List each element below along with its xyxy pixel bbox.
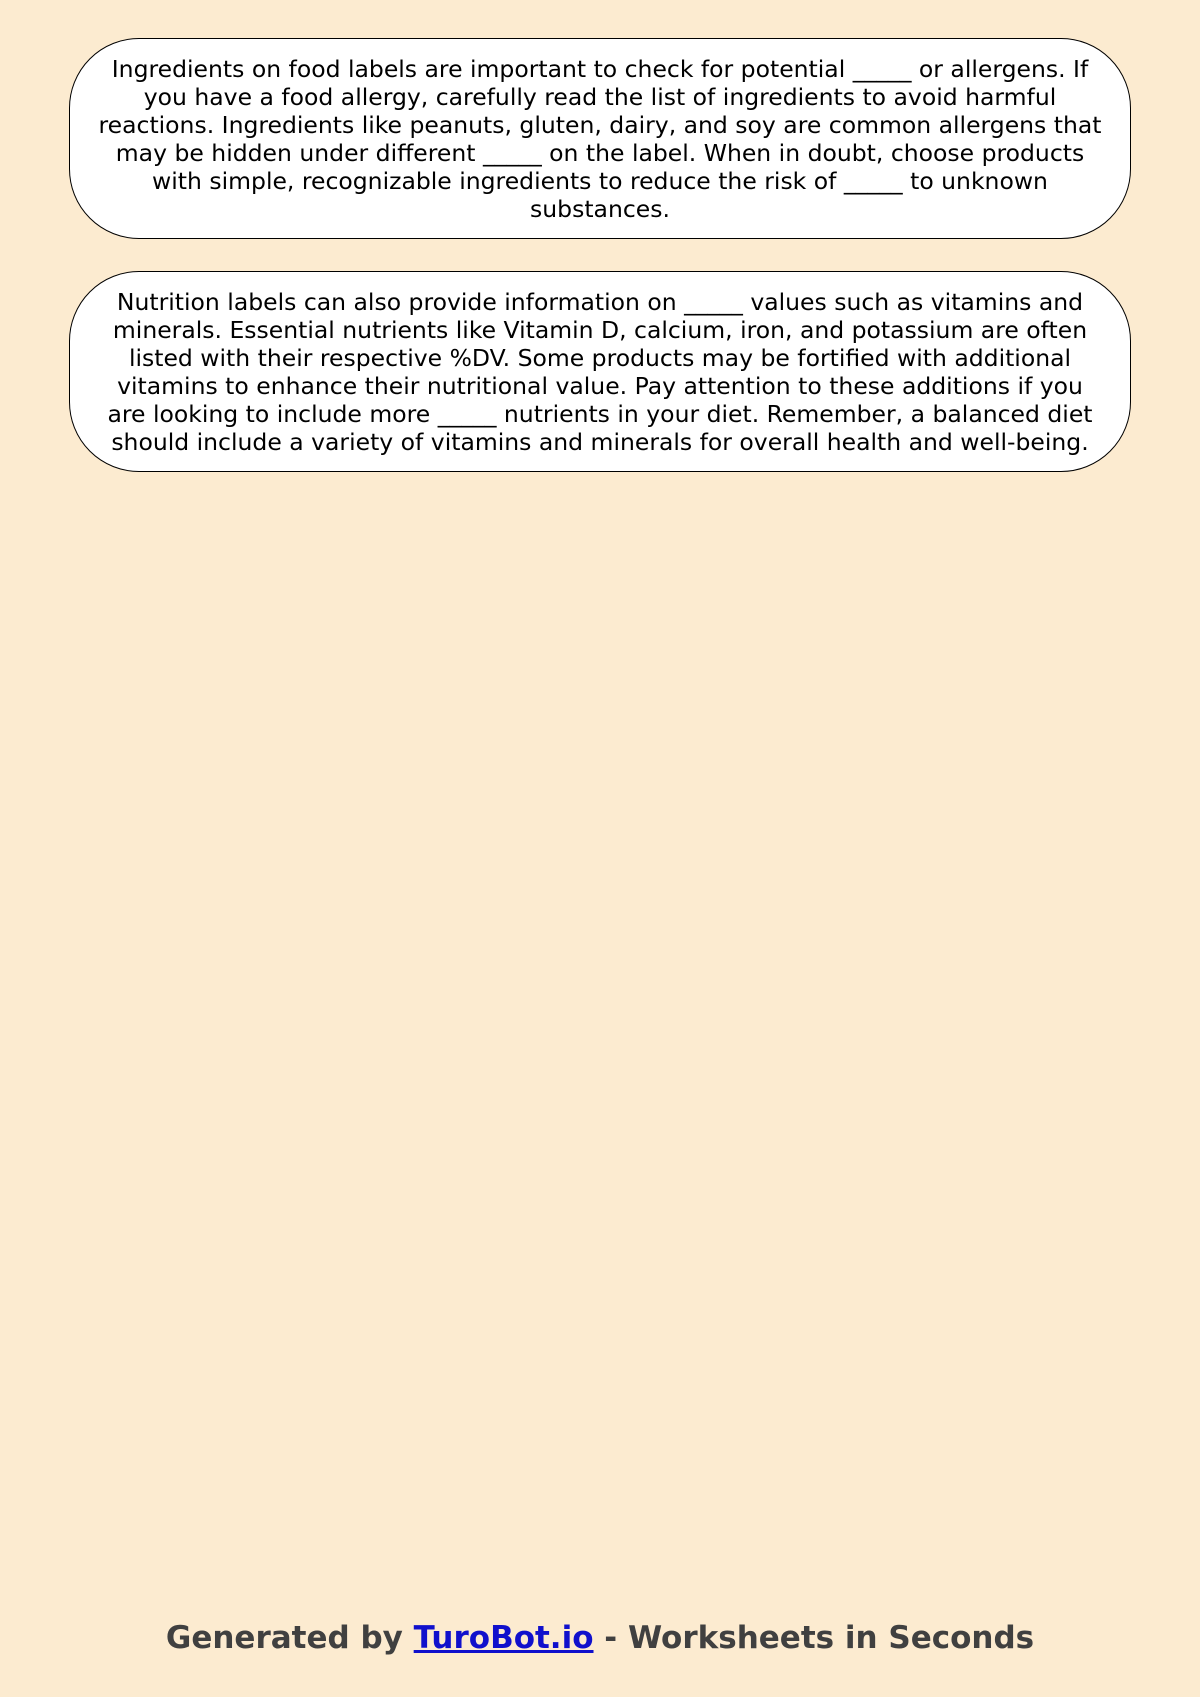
passage-text-nutrition: Nutrition labels can also provide information on _____ values such as vitamins and minerals. Essential nutrients like Vitamin D, calcium, iron, and potassium are often listed with their respective %DV. Some products may be fortified with additional vitamins to enhance their nutritional value. Pay attention to these additions if you are looking to include more _____ nutrients in your diet. Remember, a balanced diet should include a variety of vitamins and minerals for overall health and well-being.: [107, 287, 1093, 456]
passage-box-nutrition: [69, 271, 1131, 472]
passage-text-ingredients: Ingredients on food labels are important to check for potential _____ or allergens. If you have a food allergy, carefully read the list of ingredients to avoid harmful reactions. Ingredients like peanuts, gluten, dairy, and soy are common allergens that may be hidden under different _____ on the label. When in doubt, choose products with simple, recognizable ingredients to reduce the risk of _____ to unknown substances.: [98, 54, 1102, 223]
passage-box-ingredients: [69, 38, 1131, 239]
footer-suffix: - Worksheets in Seconds: [593, 1620, 1035, 1656]
turobot-link[interactable]: TuroBot.io: [413, 1620, 594, 1656]
footer-credit: [0, 1620, 1200, 1656]
footer-prefix: Generated by: [165, 1620, 414, 1656]
